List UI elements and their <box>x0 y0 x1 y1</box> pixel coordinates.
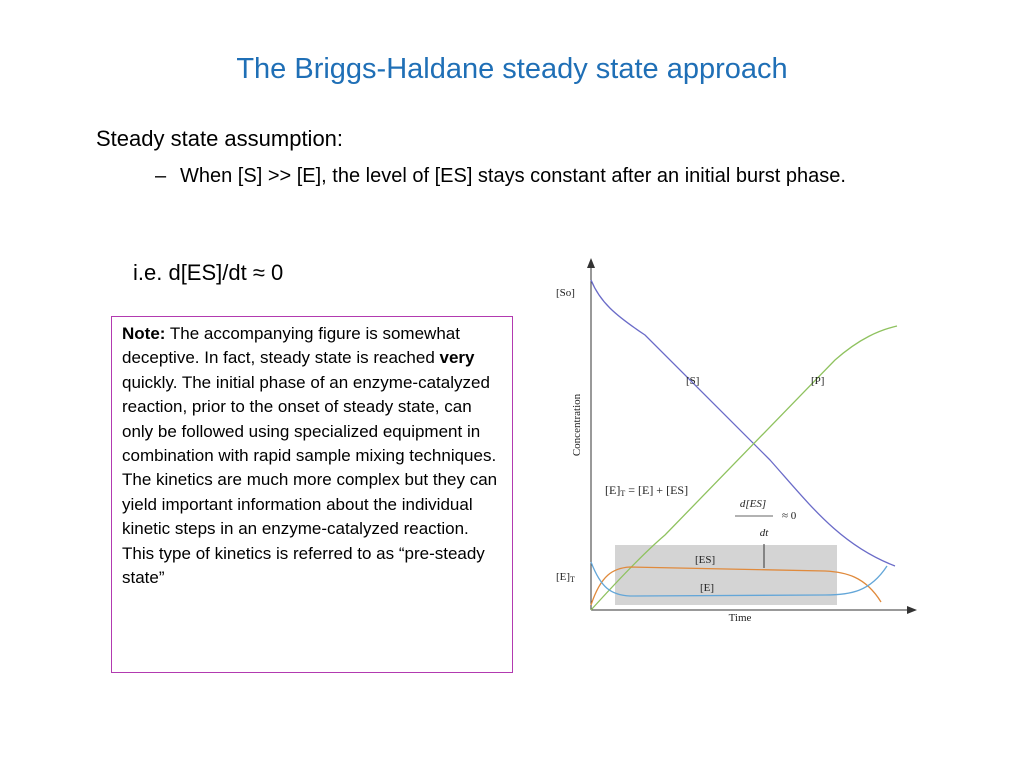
kinetics-figure <box>545 250 925 630</box>
note-box <box>111 316 513 673</box>
e-label: [E] <box>700 582 715 594</box>
es-label: [ES] <box>695 554 716 566</box>
bullet-marker: – <box>155 165 167 187</box>
enzyme-conservation-equation: [E]T = [E] + [ES] <box>605 483 689 498</box>
derivative-numerator: d[ES] <box>739 498 767 510</box>
x-axis-arrow <box>907 606 917 614</box>
x-axis-label: Time <box>728 612 752 624</box>
bullet-text: When [S] >> [E], the level of [ES] stays constant after an initial burst phase. <box>180 165 846 187</box>
substrate-curve <box>591 280 895 566</box>
y-axis-label: Concentration <box>571 393 583 457</box>
y-tick-et: [E]T <box>556 571 575 584</box>
y-axis-arrow <box>587 258 595 268</box>
derivative-denominator: dt <box>759 527 769 539</box>
y-tick-so: [So] <box>556 287 575 299</box>
note-emphasis: very <box>439 348 475 368</box>
p-label: [P] <box>811 375 825 387</box>
slide-title: The Briggs-Haldane steady state approach <box>236 53 788 85</box>
steady-state-equation: i.e. d[ES]/dt ≈ 0 <box>133 260 284 285</box>
note-text-2: quickly. The initial phase of an enzyme-catalyzed reaction, prior to the onset of steady state, can only be followed using specialized equipment in combination with rapid sample mixing techniques. The kinetics are much more complex but they can yield important information about the individual kinetic steps in an enzyme-catalyzed reaction. This type of kinetics is referred to as “pre-steady state” <box>122 372 498 588</box>
note-text-1: The accompanying figure is somewhat deceptive. In fact, steady state is reached <box>122 324 460 368</box>
steady-state-heading: Steady state assumption: <box>96 126 344 151</box>
derivative-approx: ≈ 0 <box>782 510 797 522</box>
s-label: [S] <box>686 375 700 387</box>
note-label: Note: <box>122 324 166 343</box>
